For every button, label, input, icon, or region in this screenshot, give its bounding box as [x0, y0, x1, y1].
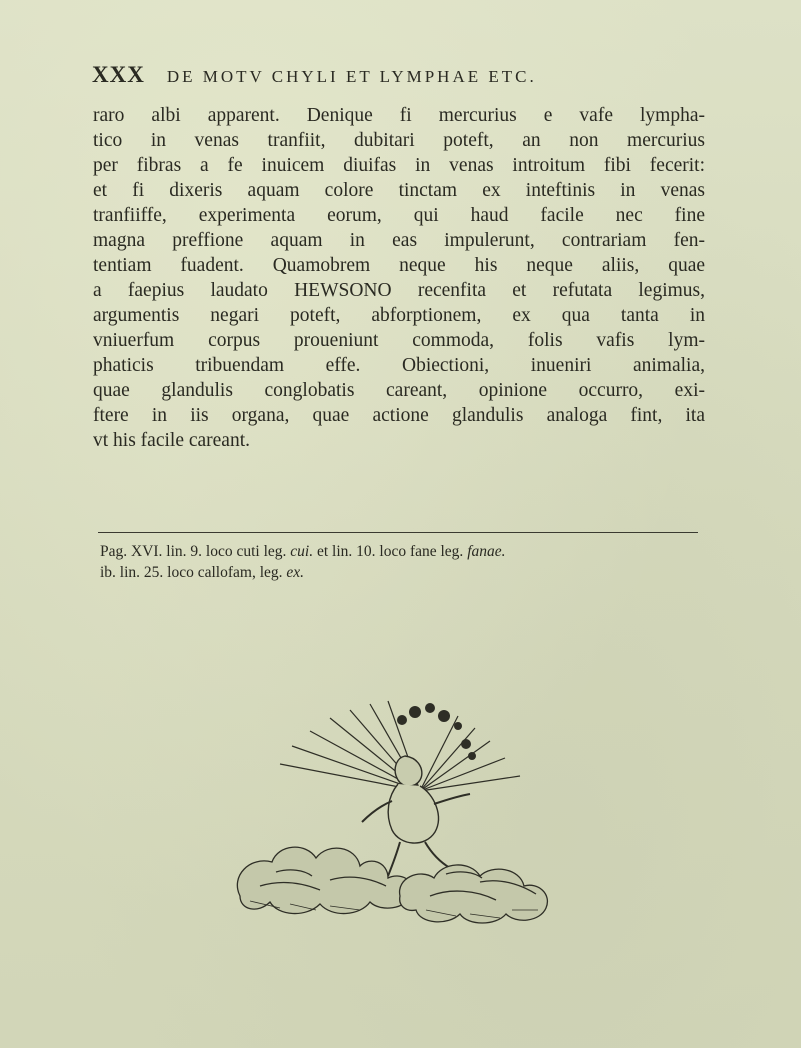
text-line: phaticis tribuendam effe. Obiectioni, inueniri animalia, [93, 355, 705, 376]
text-line: tranfiiffe, experimenta eorum, qui haud facile nec fine [93, 205, 705, 226]
text-line: ftere in iis organa, quae actione glandulis analoga fint, ita [93, 405, 705, 426]
errata-line [100, 562, 720, 583]
text-line: raro albi apparent. Denique fi mercurius e vafe lympha- [93, 105, 705, 126]
text-line: tico in venas tranfiit, dubitari poteft, an non mercurius [93, 130, 705, 151]
cherub-in-clouds-ornament-icon [220, 696, 580, 926]
errata-line [100, 541, 720, 562]
running-title: DE MOTV CHYLI ET LYMPHAE ETC. [166, 67, 537, 86]
errata-correction: cui. [290, 543, 314, 560]
errata-notes [100, 541, 720, 583]
text-line: a faepius laudato HEWSONO recenfita et refutata legimus, [93, 280, 705, 301]
text-line: argumentis negari poteft, abforptionem, ex qua tanta in [93, 305, 705, 326]
errata-correction: fanae. [467, 543, 506, 560]
body-text [93, 103, 705, 453]
errata-text: ib. lin. 25. loco callofam, leg. [100, 564, 287, 581]
section-divider [98, 532, 698, 533]
running-head [92, 62, 652, 92]
errata-correction: ex. [286, 564, 305, 581]
text-line: magna preffione aquam in eas impulerunt, contrariam fen- [93, 230, 705, 251]
text-line: tentiam fuadent. Quamobrem neque his neque aliis, quae [93, 255, 705, 276]
errata-text: Pag. XVI. lin. 9. loco cuti leg. [100, 543, 291, 560]
text-line: et fi dixeris aquam colore tinctam ex inteftinis in venas [93, 180, 705, 201]
text-line: vt his facile careant. [93, 430, 250, 451]
page-number: XXX [92, 62, 145, 87]
text-line: vniuerfum corpus proueniunt commoda, folis vafis lym- [93, 330, 705, 351]
text-line: per fibras a fe inuicem diuifas in venas introitum fibi fecerit: [93, 155, 705, 176]
text-line: quae glandulis conglobatis careant, opinione occurro, exi- [93, 380, 705, 401]
errata-text: et lin. 10. loco fane leg. [313, 543, 468, 560]
